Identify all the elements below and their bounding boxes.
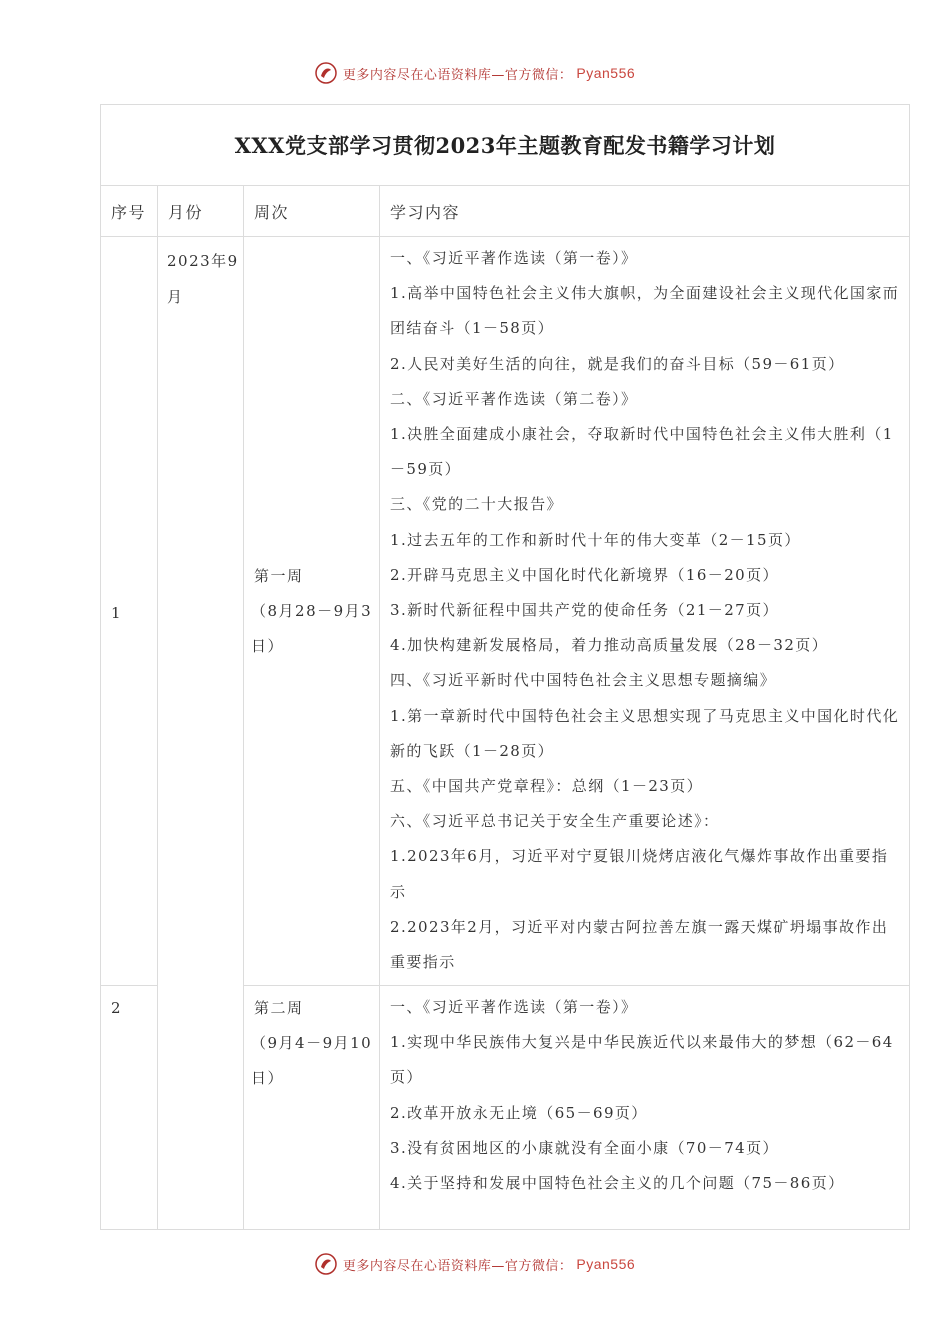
row-2-content xyxy=(390,990,900,1201)
header-month: 月份 xyxy=(168,203,204,222)
watermark-sub-text: —官方微信： xyxy=(491,1258,573,1274)
list-item: 四、《习近平新时代中国特色社会主义思想专题摘编》 xyxy=(390,671,777,690)
brand-logo-icon xyxy=(315,62,337,84)
header-divider xyxy=(101,236,909,237)
row-1-week-range: （8月28－9月3日） xyxy=(251,602,373,655)
header-watermark xyxy=(0,60,950,86)
list-item: 1.高举中国特色社会主义伟大旗帜，为全面建设社会主义现代化国家而团结奋斗（1－58页） xyxy=(390,284,900,338)
watermark-sub-text: —官方微信： xyxy=(491,67,573,83)
row-2-week-range: （9月4－9月10日） xyxy=(251,1034,373,1087)
list-item: 2.2023年2月，习近平对内蒙古阿拉善左旗一露天煤矿坍塌事故作出重要指示 xyxy=(390,917,889,972)
list-item: 三、《党的二十大报告》 xyxy=(390,495,563,514)
column-divider xyxy=(379,185,380,1229)
list-item: 1.第一章新时代中国特色社会主义思想实现了马克思主义中国化时代化新的飞跃（1－28页） xyxy=(390,706,900,760)
brand-logo-icon xyxy=(315,1253,337,1275)
page-title: XXX党支部学习贯彻2023年主题教育配发书籍学习计划 xyxy=(234,133,776,158)
list-item: 2.改革开放永无止境（65－69页） xyxy=(390,1103,648,1122)
list-item: 六、《习近平总书记关于安全生产重要论述》： xyxy=(390,812,720,831)
row-1-week-label: 第一周 xyxy=(254,567,304,585)
row-1-index: 1 xyxy=(111,604,123,622)
list-item: 一、《习近平著作选读（第一卷）》 xyxy=(390,998,638,1016)
list-item: 2.开辟马克思主义中国化时代化新境界（16－20页） xyxy=(390,565,779,584)
list-item: 五、《中国共产党章程》：总纲（1－23页） xyxy=(390,777,704,796)
table-title-row xyxy=(101,105,909,186)
list-item: 2.人民对美好生活的向往，就是我们的奋斗目标（59－61页） xyxy=(390,354,845,373)
header-index: 序号 xyxy=(111,203,147,222)
list-item: 1.过去五年的工作和新时代十年的伟大变革（2－15页） xyxy=(390,530,801,549)
list-item: 4.加快构建新发展格局，着力推动高质量发展（28－32页） xyxy=(390,636,829,655)
watermark-id-text: Pyan556 xyxy=(576,65,636,81)
list-item: 4.关于坚持和发展中国特色社会主义的几个问题（75－86页） xyxy=(390,1174,845,1193)
study-plan-table xyxy=(100,104,910,1230)
row-2-index: 2 xyxy=(111,999,123,1017)
column-divider xyxy=(243,185,244,1229)
row-divider xyxy=(101,985,157,986)
row-1-month: 2023年9月 xyxy=(167,252,239,306)
watermark-id-text: Pyan556 xyxy=(576,1256,636,1272)
list-item: 3.没有贫困地区的小康就没有全面小康（70－74页） xyxy=(390,1138,779,1157)
row-divider xyxy=(243,985,909,986)
list-item: 一、《习近平著作选读（第一卷）》 xyxy=(390,249,638,267)
row-2-week-label: 第二周 xyxy=(254,999,304,1017)
list-item: 二、《习近平著作选读（第二卷）》 xyxy=(390,389,638,408)
list-item: 1.实现中华民族伟大复兴是中华民族近代以来最伟大的梦想（62－64页） xyxy=(390,1033,894,1087)
watermark-main-text: 更多内容尽在心语资料库 xyxy=(342,67,492,83)
column-divider xyxy=(157,185,158,1229)
row-1-content xyxy=(390,241,900,980)
header-content: 学习内容 xyxy=(390,203,461,222)
watermark-main-text: 更多内容尽在心语资料库 xyxy=(342,1258,492,1274)
list-item: 1.2023年6月，习近平对宁夏银川烧烤店液化气爆炸事故作出重要指示 xyxy=(390,847,889,901)
header-week: 周次 xyxy=(254,203,290,222)
list-item: 3.新时代新征程中国共产党的使命任务（21－27页） xyxy=(390,601,779,620)
footer-watermark xyxy=(0,1251,950,1277)
list-item: 1.决胜全面建成小康社会，夺取新时代中国特色社会主义伟大胜利（1－59页） xyxy=(390,425,894,479)
